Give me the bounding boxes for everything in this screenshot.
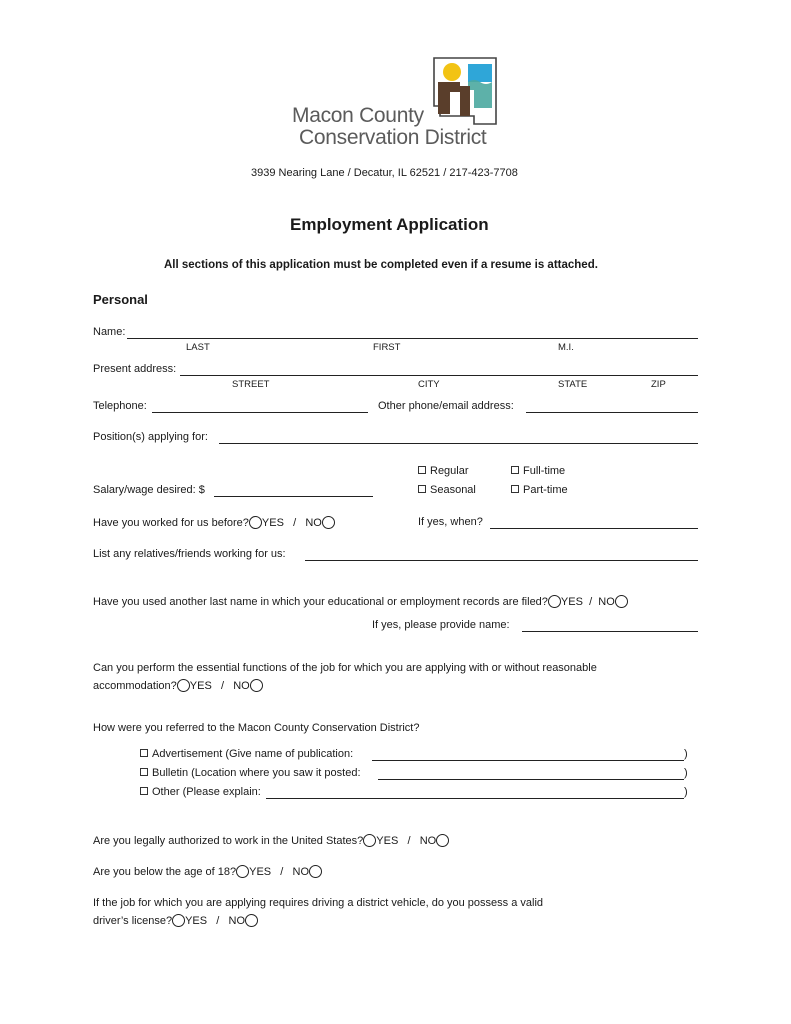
relatives-field[interactable]	[305, 560, 698, 561]
parttime-checkbox[interactable]	[511, 484, 568, 496]
essential-line-2: accommodation?	[93, 680, 177, 692]
age-no-radio[interactable]	[309, 865, 322, 878]
name-field[interactable]	[127, 338, 698, 339]
address-city-caption: CITY	[418, 379, 440, 390]
other-name-yes-label: YES	[560, 596, 583, 608]
completion-notice: All sections of this application must be completed even if a resume is attached.	[164, 259, 598, 271]
essential-no-label: NO	[233, 680, 250, 692]
other-name-question	[93, 595, 628, 608]
referred-bulletin-option[interactable]	[140, 767, 361, 779]
address-field[interactable]	[180, 375, 698, 376]
driver-separator: /	[216, 915, 220, 927]
advertisement-field[interactable]	[372, 760, 684, 761]
other-name-yes-radio[interactable]	[548, 595, 561, 608]
address-zip-caption: ZIP	[651, 379, 666, 390]
org-address: 3939 Nearing Lane / Decatur, IL 62521 / 217-423-7708	[251, 167, 518, 179]
position-field[interactable]	[219, 443, 698, 444]
other-explain-label: Other (Please explain:	[152, 786, 261, 798]
fulltime-label: Full-time	[523, 465, 566, 477]
other-name-separator: /	[589, 596, 593, 608]
essential-yes-radio[interactable]	[177, 679, 190, 692]
essential-question	[93, 679, 263, 692]
checkbox-icon	[140, 787, 148, 795]
driver-no-radio[interactable]	[245, 914, 258, 927]
age-yes-label: YES	[249, 866, 272, 878]
driver-line-1: If the job for which you are applying requires driving a district vehicle, do you possess a valid	[93, 897, 544, 909]
checkbox-icon	[511, 485, 519, 493]
age-separator: /	[280, 866, 284, 878]
telephone-label: Telephone:	[93, 400, 147, 412]
referred-label: How were you referred to the Macon County Conservation District?	[93, 722, 420, 734]
referred-advertisement-option[interactable]	[140, 748, 353, 760]
worked-before-label: Have you worked for us before?	[93, 517, 249, 529]
address-state-caption: STATE	[558, 379, 588, 390]
authorized-label: Are you legally authorized to work in the United States?	[93, 835, 364, 847]
authorized-yes-label: YES	[376, 835, 399, 847]
bulletin-field[interactable]	[378, 779, 684, 780]
logo-line-2: Conservation District	[299, 126, 487, 149]
logo-line-1: Macon County	[292, 104, 424, 127]
bulletin-close-paren: )	[684, 767, 688, 779]
checkbox-icon	[418, 466, 426, 474]
address-label: Present address:	[93, 363, 177, 375]
provide-name-label: If yes, please provide name:	[372, 619, 510, 631]
age-yes-radio[interactable]	[236, 865, 249, 878]
referred-other-option[interactable]	[140, 786, 261, 798]
regular-checkbox[interactable]	[418, 465, 469, 477]
authorized-question	[93, 834, 449, 847]
worked-when-label: If yes, when?	[418, 516, 483, 528]
driver-no-label: NO	[228, 915, 245, 927]
age-no-label: NO	[292, 866, 310, 878]
worked-no-label: NO	[305, 517, 322, 529]
worked-when-field[interactable]	[490, 528, 698, 529]
section-personal: Personal	[93, 292, 148, 307]
authorized-yes-radio[interactable]	[363, 834, 376, 847]
driver-yes-radio[interactable]	[172, 914, 185, 927]
driver-line-2: driver’s license?	[93, 915, 173, 927]
worked-yes-label: YES	[261, 517, 284, 529]
worked-no-radio[interactable]	[322, 516, 335, 529]
logo-mark-icon	[430, 56, 498, 126]
essential-yes-label: YES	[189, 680, 212, 692]
other-name-no-radio[interactable]	[615, 595, 628, 608]
authorized-separator: /	[407, 835, 411, 847]
checkbox-icon	[140, 749, 148, 757]
essential-line-1: Can you perform the essential functions of the job for which you are applying with or without reasonable	[93, 662, 597, 674]
essential-separator: /	[220, 680, 225, 692]
advertisement-close-paren: )	[684, 748, 688, 760]
salary-label: Salary/wage desired: $	[93, 484, 205, 496]
position-label: Position(s) applying for:	[93, 431, 208, 443]
name-label: Name:	[93, 326, 126, 338]
regular-label: Regular	[430, 465, 469, 477]
seasonal-checkbox[interactable]	[418, 484, 476, 496]
name-mi-caption: M.I.	[558, 342, 574, 353]
name-last-caption: LAST	[186, 342, 210, 353]
other-explain-field[interactable]	[266, 798, 684, 799]
checkbox-icon	[511, 466, 519, 474]
age-question	[93, 865, 322, 878]
page-title: Employment Application	[290, 215, 489, 234]
age-label: Are you below the age of 18?	[93, 866, 237, 878]
name-first-caption: FIRST	[373, 342, 401, 353]
checkbox-icon	[418, 485, 426, 493]
driver-question	[93, 914, 258, 927]
other-contact-field[interactable]	[526, 412, 698, 413]
essential-no-radio[interactable]	[250, 679, 263, 692]
worked-before-question	[93, 516, 335, 529]
other-name-label: Have you used another last name in which your educational or employment records are filed?	[93, 596, 548, 608]
salary-field[interactable]	[214, 496, 373, 497]
seasonal-label: Seasonal	[430, 484, 476, 496]
authorized-no-radio[interactable]	[436, 834, 449, 847]
other-contact-label: Other phone/email address:	[378, 400, 514, 412]
address-street-caption: STREET	[232, 379, 270, 390]
authorized-no-label: NO	[419, 835, 437, 847]
worked-separator: /	[293, 517, 297, 529]
driver-yes-label: YES	[185, 915, 208, 927]
parttime-label: Part-time	[523, 484, 568, 496]
relatives-label: List any relatives/friends working for us:	[93, 548, 286, 560]
checkbox-icon	[140, 768, 148, 776]
worked-yes-radio[interactable]	[249, 516, 262, 529]
fulltime-checkbox[interactable]	[511, 465, 565, 477]
bulletin-label: Bulletin (Location where you saw it posted:	[152, 767, 361, 779]
telephone-field[interactable]	[152, 412, 368, 413]
other-close-paren: )	[684, 786, 688, 798]
other-name-no-label: NO	[598, 596, 615, 608]
advertisement-label: Advertisement (Give name of publication:	[152, 748, 354, 760]
provide-name-field[interactable]	[522, 631, 698, 632]
